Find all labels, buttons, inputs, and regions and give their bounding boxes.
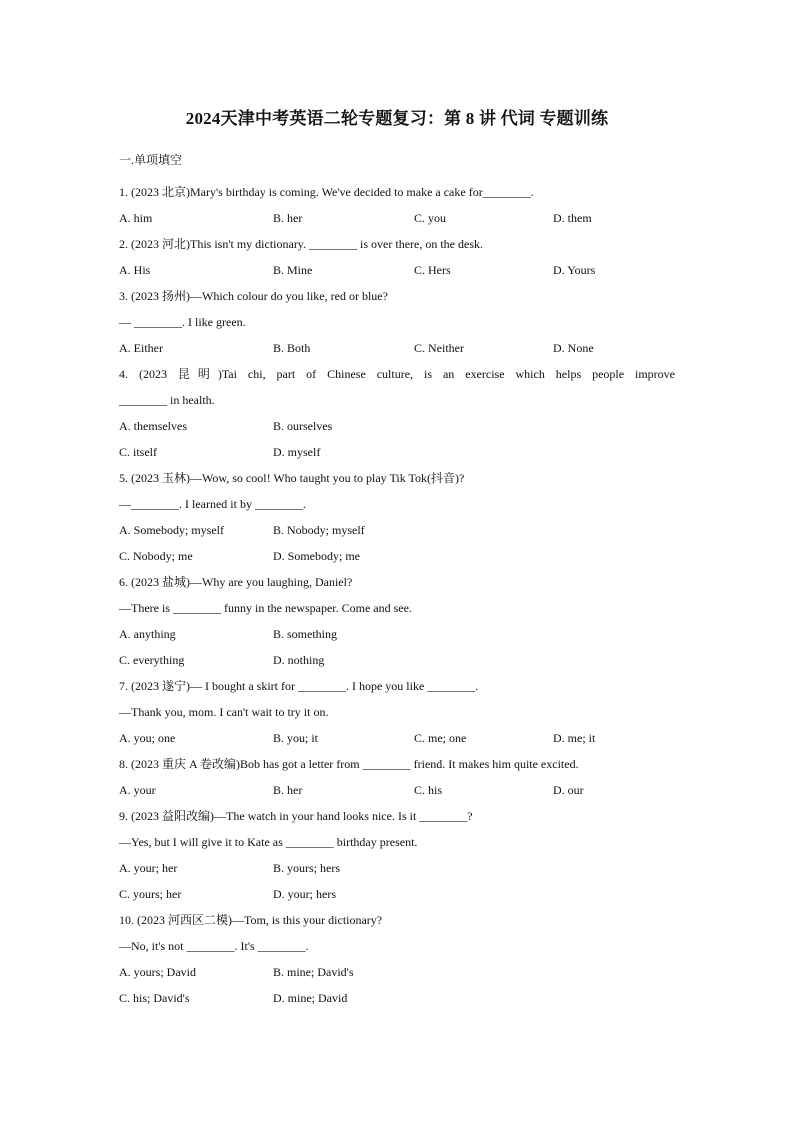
question-3-stem-continued: — ________. I like green. <box>119 315 246 329</box>
question-6-option-c: C. everything <box>119 653 185 667</box>
question-6-option-b: B. something <box>273 627 338 641</box>
question-1-stem: 1. (2023 北京)Mary's birthday is coming. We've decided to make a cake for________. <box>119 185 534 199</box>
question-9-stem: 9. (2023 益阳改编)—The watch in your hand looks nice. Is it ________? <box>119 809 473 823</box>
question-9-option-a: A. your; her <box>119 861 178 875</box>
question-4-stem: 4. (2023 昆明)Tai chi, part of Chinese culture, is an exercise which helps people improve <box>119 367 675 381</box>
question-5-stem-continued: —________. I learned it by ________. <box>119 497 306 511</box>
question-3-option-a: A. Either <box>119 341 163 355</box>
question-5-option-a: A. Somebody; myself <box>119 523 224 537</box>
question-4-option-a: A. themselves <box>119 419 187 433</box>
question-4-option-c: C. itself <box>119 445 157 459</box>
question-4-option-d: D. myself <box>273 445 321 459</box>
question-10-stem: 10. (2023 河西区二模)—Tom, is this your dictionary? <box>119 913 383 927</box>
question-8-option-d: D. our <box>553 783 584 797</box>
question-10-option-b: B. mine; David's <box>273 965 354 979</box>
question-9-option-d: D. your; hers <box>273 887 336 901</box>
question-10-stem-continued: —No, it's not ________. It's ________. <box>119 939 309 953</box>
question-8-option-b: B. her <box>273 783 303 797</box>
question-6-option-a: A. anything <box>119 627 176 641</box>
question-3-stem: 3. (2023 扬州)—Which colour do you like, red or blue? <box>119 289 388 303</box>
question-6-stem: 6. (2023 盐城)—Why are you laughing, Daniel? <box>119 575 353 589</box>
question-9-stem-continued: —Yes, but I will give it to Kate as ________ birthday present. <box>119 835 418 849</box>
question-8-option-c: C. his <box>414 783 443 797</box>
question-8-stem: 8. (2023 重庆 A 卷改编)Bob has got a letter from ________ friend. It makes him quite excited. <box>119 757 579 771</box>
question-1-option-c: C. you <box>414 211 447 225</box>
question-10-option-a: A. yours; David <box>119 965 196 979</box>
question-4-stem-continued: ________ in health. <box>119 393 215 407</box>
question-5-option-b: B. Nobody; myself <box>273 523 365 537</box>
question-7-option-a: A. you; one <box>119 731 176 745</box>
question-7-stem: 7. (2023 遂宁)— I bought a skirt for ________. I hope you like ________. <box>119 679 479 693</box>
question-10-option-c: C. his; David's <box>119 991 190 1005</box>
question-6-option-d: D. nothing <box>273 653 325 667</box>
question-7-option-c: C. me; one <box>414 731 467 745</box>
question-8-option-a: A. your <box>119 783 156 797</box>
question-1-option-d: D. them <box>553 211 592 225</box>
question-3-option-d: D. None <box>553 341 594 355</box>
question-6-stem-continued: —There is ________ funny in the newspaper. Come and see. <box>119 601 412 615</box>
question-10-option-d: D. mine; David <box>273 991 348 1005</box>
question-3-option-b: B. Both <box>273 341 311 355</box>
question-7-option-d: D. me; it <box>553 731 596 745</box>
question-2-option-b: B. Mine <box>273 263 313 277</box>
question-5-option-d: D. Somebody; me <box>273 549 360 563</box>
page-title: 2024天津中考英语二轮专题复习：第 8 讲 代词 专题训练 <box>185 109 609 128</box>
section-heading: 一.单项填空 <box>119 153 183 167</box>
question-5-stem: 5. (2023 玉林)—Wow, so cool! Who taught you to play Tik Tok(抖音)? <box>119 471 465 485</box>
question-7-stem-continued: —Thank you, mom. I can't wait to try it on. <box>119 705 329 719</box>
question-1-option-a: A. him <box>119 211 153 225</box>
question-7-option-b: B. you; it <box>273 731 319 745</box>
question-9-option-b: B. yours; hers <box>273 861 340 875</box>
question-5-option-c: C. Nobody; me <box>119 549 193 563</box>
question-2-stem: 2. (2023 河北)This isn't my dictionary. ________ is over there, on the desk. <box>119 237 483 251</box>
question-9-option-c: C. yours; her <box>119 887 182 901</box>
question-2-option-d: D. Yours <box>553 263 596 277</box>
question-2-option-c: C. Hers <box>414 263 451 277</box>
question-4-option-b: B. ourselves <box>273 419 333 433</box>
question-3-option-c: C. Neither <box>414 341 464 355</box>
question-2-option-a: A. His <box>119 263 151 277</box>
question-1-option-b: B. her <box>273 211 303 225</box>
